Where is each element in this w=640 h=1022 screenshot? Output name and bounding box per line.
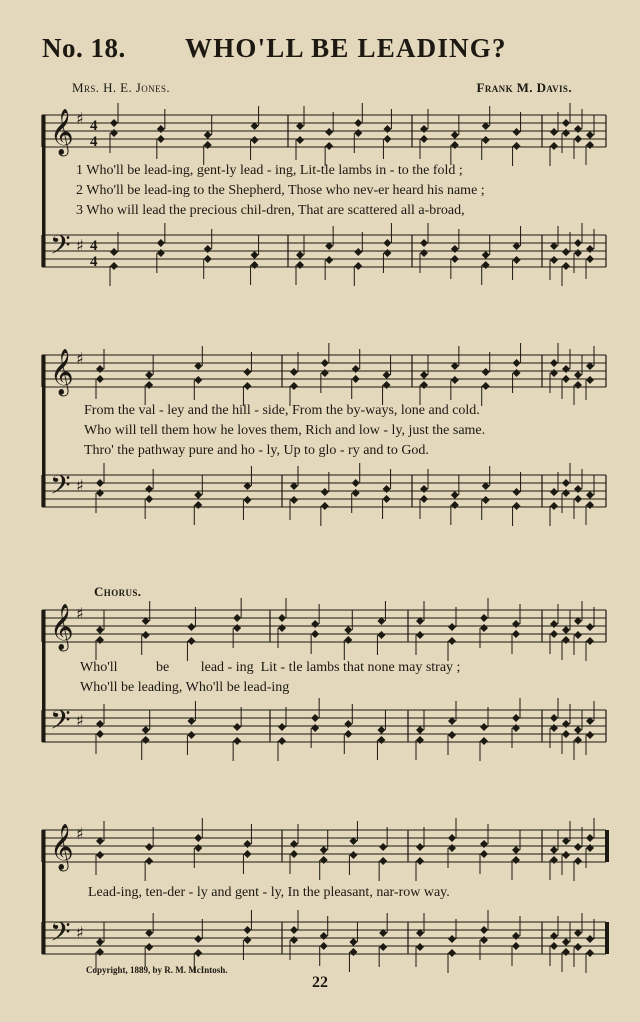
time-signature: 4 xyxy=(90,118,98,134)
notehead xyxy=(290,936,298,944)
lyric-line-verse1: From the val - ley and the hill - side, From the by-ways, lone and cold. xyxy=(84,403,480,418)
notehead xyxy=(480,723,488,731)
notehead xyxy=(194,844,202,852)
notehead xyxy=(325,142,333,150)
notehead xyxy=(96,948,104,956)
notehead xyxy=(574,631,582,639)
notehead xyxy=(562,129,570,137)
key-signature: ♯ xyxy=(76,711,84,730)
notehead xyxy=(574,125,582,133)
notehead xyxy=(204,245,212,253)
notehead xyxy=(354,248,362,256)
notehead xyxy=(352,365,360,373)
notehead xyxy=(383,239,391,247)
notehead xyxy=(145,943,153,951)
notehead xyxy=(157,239,165,247)
notehead xyxy=(142,726,150,734)
lyric-line-chorus2: Who'll be leading, Who'll be lead-ing xyxy=(80,680,290,695)
bass-clef: 𝄢 xyxy=(50,469,71,507)
notehead xyxy=(512,932,520,940)
notehead xyxy=(383,135,391,143)
notehead xyxy=(420,495,428,503)
notehead xyxy=(157,249,165,257)
notehead xyxy=(512,942,520,950)
notehead xyxy=(448,949,456,957)
notehead xyxy=(278,614,286,622)
notehead xyxy=(586,623,594,631)
notehead xyxy=(243,926,251,934)
key-signature: ♯ xyxy=(76,604,84,623)
notehead xyxy=(243,368,251,376)
notehead xyxy=(416,726,424,734)
notehead xyxy=(513,488,521,496)
notehead xyxy=(96,375,104,383)
notehead xyxy=(420,371,428,379)
notehead xyxy=(278,737,286,745)
notehead xyxy=(251,251,259,259)
key-signature: ♯ xyxy=(76,824,84,843)
notehead xyxy=(320,942,328,950)
notehead xyxy=(243,496,251,504)
lyric-line-verse1: 1 Who'll be lead-ing, gent-ly lead - ing, Lit-tle lambs in - to the fold ; xyxy=(76,163,463,178)
notehead xyxy=(451,131,459,139)
notehead xyxy=(325,256,333,264)
notehead xyxy=(482,251,490,259)
notehead xyxy=(574,726,582,734)
notehead xyxy=(451,255,459,263)
treble-clef: 𝄞 xyxy=(50,349,74,395)
notehead xyxy=(550,488,558,496)
notehead xyxy=(512,724,520,732)
notehead xyxy=(383,381,391,389)
notehead xyxy=(416,631,424,639)
notehead xyxy=(321,502,329,510)
notehead xyxy=(145,371,153,379)
notehead xyxy=(420,239,428,247)
notehead xyxy=(204,131,212,139)
notehead xyxy=(448,834,456,842)
key-signature: ♯ xyxy=(76,236,84,255)
notehead xyxy=(96,489,104,497)
notehead xyxy=(383,125,391,133)
notehead xyxy=(377,726,385,734)
notehead xyxy=(321,488,329,496)
notehead xyxy=(562,938,570,946)
notehead xyxy=(142,631,150,639)
notehead xyxy=(145,495,153,503)
hymn-title: WHO'LL BE LEADING? xyxy=(185,33,507,63)
notehead xyxy=(550,142,558,150)
hymn-number: No. 18. xyxy=(42,33,126,63)
notehead xyxy=(562,948,570,956)
notehead xyxy=(416,736,424,744)
notehead xyxy=(513,502,521,510)
notehead xyxy=(145,485,153,493)
notehead xyxy=(194,501,202,509)
notehead xyxy=(550,620,558,628)
notehead xyxy=(243,382,251,390)
notehead xyxy=(420,125,428,133)
lyric-line-verse2: 2 Who'll be lead-ing to the Shepherd, Those who nev-er heard his name ; xyxy=(76,183,485,198)
notehead xyxy=(96,851,104,859)
notehead xyxy=(451,501,459,509)
notehead xyxy=(480,926,488,934)
bass-clef: 𝄢 xyxy=(50,704,71,742)
notehead xyxy=(325,128,333,136)
time-signature: 4 xyxy=(90,238,98,254)
notehead xyxy=(513,142,521,150)
notehead xyxy=(562,626,570,634)
notehead xyxy=(233,614,241,622)
notehead xyxy=(451,141,459,149)
notehead xyxy=(296,261,304,269)
notehead xyxy=(550,856,558,864)
notehead xyxy=(586,834,594,842)
notehead xyxy=(513,256,521,264)
notehead xyxy=(451,491,459,499)
notehead xyxy=(550,369,558,377)
final-barline xyxy=(605,830,609,862)
copyright-notice: Copyright, 1889, by R. M. McIntosh. xyxy=(86,965,228,975)
notehead xyxy=(550,128,558,136)
notehead xyxy=(383,495,391,503)
notehead xyxy=(562,248,570,256)
notehead xyxy=(420,485,428,493)
notehead xyxy=(194,376,202,384)
notehead xyxy=(354,129,362,137)
notehead xyxy=(550,502,558,510)
chorus-label: Chorus. xyxy=(94,584,142,599)
treble-clef: 𝄞 xyxy=(50,604,74,650)
notehead xyxy=(233,624,241,632)
notehead xyxy=(383,249,391,257)
notehead xyxy=(562,365,570,373)
notehead xyxy=(194,491,202,499)
notehead xyxy=(586,255,594,263)
notehead xyxy=(278,723,286,731)
notehead xyxy=(290,840,298,848)
notehead xyxy=(562,730,570,738)
notehead xyxy=(550,359,558,367)
notehead xyxy=(480,614,488,622)
notehead xyxy=(480,936,488,944)
notehead xyxy=(296,136,304,144)
notehead xyxy=(512,846,520,854)
notehead xyxy=(290,382,298,390)
notehead xyxy=(512,856,520,864)
notehead xyxy=(233,737,241,745)
treble-clef: 𝄞 xyxy=(50,824,74,870)
lyric-line-verse3: 3 Who will lead the precious chil-dren, That are scattered all a-broad, xyxy=(76,203,465,218)
lyric-line-chorus1: Who'll be lead - ing Lit - tle lambs that none may stray ; xyxy=(80,660,461,675)
notehead xyxy=(550,846,558,854)
notehead xyxy=(574,857,582,865)
notehead xyxy=(344,636,352,644)
notehead xyxy=(243,850,251,858)
notehead xyxy=(562,720,570,728)
lyric-line-chorus-end: Lead-ing, ten-der - ly and gent - ly, In the pleasant, nar-row way. xyxy=(88,885,450,900)
notehead xyxy=(550,630,558,638)
notehead xyxy=(352,479,360,487)
bass-clef: 𝄢 xyxy=(50,229,71,267)
notehead xyxy=(377,631,385,639)
notehead xyxy=(142,736,150,744)
notehead xyxy=(320,932,328,940)
notehead xyxy=(574,495,582,503)
notehead xyxy=(574,843,582,851)
notehead xyxy=(383,371,391,379)
notehead xyxy=(251,136,259,144)
notehead xyxy=(187,731,195,739)
notehead xyxy=(448,623,456,631)
notehead xyxy=(311,724,319,732)
notehead xyxy=(352,489,360,497)
notehead xyxy=(145,381,153,389)
notehead xyxy=(513,128,521,136)
notehead xyxy=(512,714,520,722)
notehead xyxy=(416,943,424,951)
key-signature: ♯ xyxy=(76,476,84,495)
notehead xyxy=(562,262,570,270)
notehead xyxy=(482,382,490,390)
notehead xyxy=(349,948,357,956)
notehead xyxy=(586,141,594,149)
notehead xyxy=(383,485,391,493)
notehead xyxy=(344,626,352,634)
notehead xyxy=(290,850,298,858)
notehead xyxy=(574,943,582,951)
bass-clef: 𝄢 xyxy=(50,916,71,954)
notehead xyxy=(96,626,104,634)
notehead xyxy=(233,723,241,731)
notehead xyxy=(420,135,428,143)
notehead xyxy=(562,636,570,644)
notehead xyxy=(377,736,385,744)
notehead xyxy=(311,630,319,638)
notehead xyxy=(586,491,594,499)
notehead xyxy=(562,479,570,487)
notehead xyxy=(110,129,118,137)
notehead xyxy=(574,736,582,744)
notehead xyxy=(482,261,490,269)
notehead xyxy=(448,935,456,943)
lyric-line-verse2: Who will tell them how he loves them, Rich and low - ly, just the same. xyxy=(84,423,486,438)
notehead xyxy=(550,942,558,950)
notehead xyxy=(379,857,387,865)
notehead xyxy=(480,850,488,858)
notehead xyxy=(420,249,428,257)
notehead xyxy=(290,926,298,934)
time-signature: 4 xyxy=(90,134,98,150)
notehead xyxy=(574,381,582,389)
notehead xyxy=(451,245,459,253)
notehead xyxy=(574,135,582,143)
notehead xyxy=(251,261,259,269)
notehead xyxy=(586,637,594,645)
notehead xyxy=(550,714,558,722)
notehead xyxy=(586,731,594,739)
notehead xyxy=(550,932,558,940)
notehead xyxy=(194,834,202,842)
notehead xyxy=(352,375,360,383)
notehead xyxy=(204,255,212,263)
notehead xyxy=(296,251,304,259)
notehead xyxy=(96,479,104,487)
notehead xyxy=(344,730,352,738)
page-number: 22 xyxy=(312,974,328,991)
notehead xyxy=(562,489,570,497)
notehead xyxy=(550,724,558,732)
lyric-line-verse3: Thro' the pathway pure and ho - ly, Up to glo - ry and to God. xyxy=(84,443,429,458)
notehead xyxy=(562,375,570,383)
notehead xyxy=(480,840,488,848)
notehead xyxy=(194,935,202,943)
notehead xyxy=(512,620,520,628)
notehead xyxy=(354,119,362,127)
notehead xyxy=(321,359,329,367)
notehead xyxy=(96,365,104,373)
notehead xyxy=(448,844,456,852)
notehead xyxy=(354,262,362,270)
notehead xyxy=(448,731,456,739)
notehead xyxy=(349,851,357,859)
notehead xyxy=(416,843,424,851)
key-signature: ♯ xyxy=(76,923,84,942)
notehead xyxy=(574,485,582,493)
notehead xyxy=(586,131,594,139)
notehead xyxy=(586,949,594,957)
notehead xyxy=(550,256,558,264)
notehead xyxy=(448,637,456,645)
notehead xyxy=(480,624,488,632)
notehead xyxy=(586,376,594,384)
notehead xyxy=(451,376,459,384)
notehead xyxy=(480,737,488,745)
notehead xyxy=(187,637,195,645)
notehead xyxy=(204,141,212,149)
notehead xyxy=(311,620,319,628)
notehead xyxy=(321,369,329,377)
notehead xyxy=(574,239,582,247)
notehead xyxy=(110,248,118,256)
notehead xyxy=(290,496,298,504)
notehead xyxy=(96,730,104,738)
notehead xyxy=(320,846,328,854)
notehead xyxy=(562,851,570,859)
notehead xyxy=(243,936,251,944)
notehead xyxy=(110,119,118,127)
notehead xyxy=(145,857,153,865)
notehead xyxy=(187,623,195,631)
notehead xyxy=(194,949,202,957)
notehead xyxy=(96,720,104,728)
notehead xyxy=(110,262,118,270)
notehead xyxy=(512,630,520,638)
notehead xyxy=(482,368,490,376)
notehead xyxy=(562,119,570,127)
notehead xyxy=(379,943,387,951)
notehead xyxy=(278,624,286,632)
notehead xyxy=(157,125,165,133)
notehead xyxy=(145,843,153,851)
notehead xyxy=(574,371,582,379)
notehead xyxy=(586,935,594,943)
key-signature: ♯ xyxy=(76,109,84,128)
notehead xyxy=(513,359,521,367)
notehead xyxy=(344,720,352,728)
notehead xyxy=(586,501,594,509)
notehead xyxy=(243,840,251,848)
notehead xyxy=(586,245,594,253)
notehead xyxy=(574,249,582,257)
notehead xyxy=(349,938,357,946)
notehead xyxy=(482,496,490,504)
composer-credit: Frank M. Davis. xyxy=(476,80,572,95)
notehead xyxy=(482,136,490,144)
time-signature: 4 xyxy=(90,254,98,270)
notehead xyxy=(586,844,594,852)
notehead xyxy=(420,381,428,389)
notehead xyxy=(290,368,298,376)
notehead xyxy=(96,938,104,946)
lyricist-credit: Mrs. H. E. Jones. xyxy=(72,80,171,95)
notehead xyxy=(416,857,424,865)
key-signature: ♯ xyxy=(76,349,84,368)
final-barline xyxy=(605,922,609,954)
notehead xyxy=(320,856,328,864)
treble-clef: 𝄞 xyxy=(50,109,74,155)
notehead xyxy=(157,135,165,143)
notehead xyxy=(96,636,104,644)
notehead xyxy=(379,843,387,851)
notehead xyxy=(311,714,319,722)
notehead xyxy=(513,369,521,377)
